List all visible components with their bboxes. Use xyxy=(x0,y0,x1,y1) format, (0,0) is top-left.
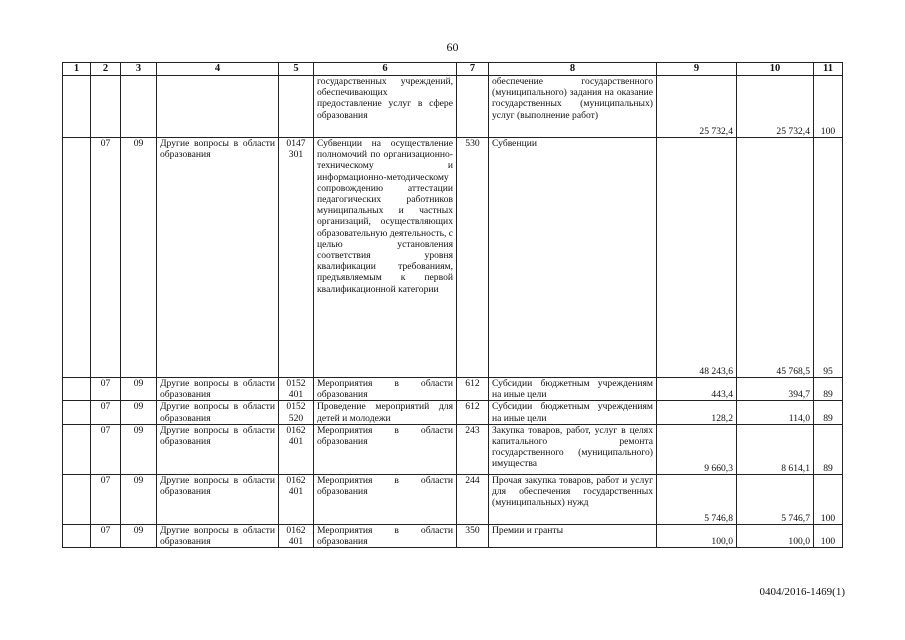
cell-section-name: Другие вопросы в области образования xyxy=(157,424,279,474)
column-header: 7 xyxy=(457,63,489,76)
cell-expense-name: Субвенции xyxy=(489,138,657,378)
cell-planned: 128,2 xyxy=(657,401,737,424)
cell-subsection xyxy=(121,76,157,138)
column-header: 1 xyxy=(63,63,91,76)
column-header: 2 xyxy=(91,63,121,76)
column-header: 8 xyxy=(489,63,657,76)
cell-section: 07 xyxy=(91,138,121,378)
cell-section: 07 xyxy=(91,378,121,401)
cell-target-name: Мероприятия в области образования xyxy=(314,524,457,547)
cell-target-code: 0162 401 xyxy=(279,524,314,547)
cell-expense-name: Субсидии бюджетным учреждениям на иные цели xyxy=(489,378,657,401)
cell-expense-name: Субсидии бюджетным учреждениям на иные цели xyxy=(489,401,657,424)
cell-expense-code: 530 xyxy=(457,138,489,378)
column-header: 3 xyxy=(121,63,157,76)
cell-target-name: Мероприятия в области образования xyxy=(314,474,457,524)
cell-col1 xyxy=(63,524,91,547)
cell-target-code: 0147 301 xyxy=(279,138,314,378)
cell-actual: 394,7 xyxy=(737,378,814,401)
cell-section-name xyxy=(157,76,279,138)
cell-section: 07 xyxy=(91,474,121,524)
cell-col1 xyxy=(63,474,91,524)
cell-target-name: Проведение мероприятий для детей и молодежи xyxy=(314,401,457,424)
cell-col1 xyxy=(63,424,91,474)
cell-expense-code: 350 xyxy=(457,524,489,547)
document-code: 0404/2016-1469(1) xyxy=(759,586,845,598)
cell-target-code xyxy=(279,76,314,138)
cell-actual: 5 746,7 xyxy=(737,474,814,524)
cell-expense-code: 612 xyxy=(457,401,489,424)
table-row xyxy=(63,378,843,401)
cell-percent: 89 xyxy=(814,424,843,474)
cell-planned: 48 243,6 xyxy=(657,138,737,378)
cell-expense-name: Прочая закупка товаров, работ и услуг для обеспечения государственных (муниципальных) нужд xyxy=(489,474,657,524)
cell-actual: 25 732,4 xyxy=(737,76,814,138)
cell-target-name: Субвенции на осуществление полномочий по организационно-техническому и информационно-методическому сопровождению аттестации педагогических работников муниципальных и частных организаций, осуществляющих образовательную деятельность, с целью установления соответствия уровня квалификации требованиям, предъявляемым к первой квалификационной категории xyxy=(314,138,457,378)
column-header: 6 xyxy=(314,63,457,76)
cell-expense-code: 612 xyxy=(457,378,489,401)
cell-target-name: Мероприятия в области образования xyxy=(314,424,457,474)
cell-section-name: Другие вопросы в области образования xyxy=(157,524,279,547)
cell-target-code: 0162 401 xyxy=(279,474,314,524)
cell-subsection: 09 xyxy=(121,474,157,524)
column-header: 4 xyxy=(157,63,279,76)
cell-section xyxy=(91,76,121,138)
cell-actual: 114,0 xyxy=(737,401,814,424)
cell-target-name: государственных учреждений, обеспечивающих предоставление услуг в сфере образования xyxy=(314,76,457,138)
cell-percent: 100 xyxy=(814,524,843,547)
cell-percent: 95 xyxy=(814,138,843,378)
cell-subsection: 09 xyxy=(121,138,157,378)
cell-expense-code: 243 xyxy=(457,424,489,474)
cell-subsection: 09 xyxy=(121,424,157,474)
cell-planned: 443,4 xyxy=(657,378,737,401)
table-row xyxy=(63,524,843,547)
cell-expense-name: Закупка товаров, работ, услуг в целях капитального ремонта государственного (муниципального) имущества xyxy=(489,424,657,474)
column-header: 11 xyxy=(814,63,843,76)
cell-col1 xyxy=(63,378,91,401)
cell-section-name: Другие вопросы в области образования xyxy=(157,474,279,524)
cell-percent: 100 xyxy=(814,76,843,138)
cell-section-name: Другие вопросы в области образования xyxy=(157,401,279,424)
table-row xyxy=(63,401,843,424)
cell-subsection: 09 xyxy=(121,401,157,424)
column-header: 9 xyxy=(657,63,737,76)
cell-planned: 9 660,3 xyxy=(657,424,737,474)
cell-subsection: 09 xyxy=(121,378,157,401)
cell-section: 07 xyxy=(91,424,121,474)
cell-actual: 8 614,1 xyxy=(737,424,814,474)
table-header-row xyxy=(63,63,843,76)
cell-col1 xyxy=(63,401,91,424)
table-row xyxy=(63,138,843,378)
table-row xyxy=(63,424,843,474)
cell-planned: 100,0 xyxy=(657,524,737,547)
cell-planned: 5 746,8 xyxy=(657,474,737,524)
column-header: 10 xyxy=(737,63,814,76)
cell-target-code: 0152 520 xyxy=(279,401,314,424)
cell-col1 xyxy=(63,76,91,138)
cell-expense-name: обеспечение государственного (муниципального) задания на оказание государственных (муниципальных) услуг (выполнение работ) xyxy=(489,76,657,138)
cell-section-name: Другие вопросы в области образования xyxy=(157,378,279,401)
budget-table xyxy=(62,62,843,548)
cell-subsection: 09 xyxy=(121,524,157,547)
cell-target-code: 0152 401 xyxy=(279,378,314,401)
cell-percent: 89 xyxy=(814,401,843,424)
table-row xyxy=(63,76,843,138)
cell-section-name: Другие вопросы в области образования xyxy=(157,138,279,378)
cell-section: 07 xyxy=(91,524,121,547)
cell-target-code: 0162 401 xyxy=(279,424,314,474)
table-row xyxy=(63,474,843,524)
page-number: 60 xyxy=(446,40,459,54)
cell-col1 xyxy=(63,138,91,378)
cell-actual: 45 768,5 xyxy=(737,138,814,378)
cell-actual: 100,0 xyxy=(737,524,814,547)
cell-section: 07 xyxy=(91,401,121,424)
cell-expense-code xyxy=(457,76,489,138)
cell-planned: 25 732,4 xyxy=(657,76,737,138)
cell-expense-code: 244 xyxy=(457,474,489,524)
cell-target-name: Мероприятия в области образования xyxy=(314,378,457,401)
cell-percent: 100 xyxy=(814,474,843,524)
cell-expense-name: Премии и гранты xyxy=(489,524,657,547)
cell-percent: 89 xyxy=(814,378,843,401)
column-header: 5 xyxy=(279,63,314,76)
